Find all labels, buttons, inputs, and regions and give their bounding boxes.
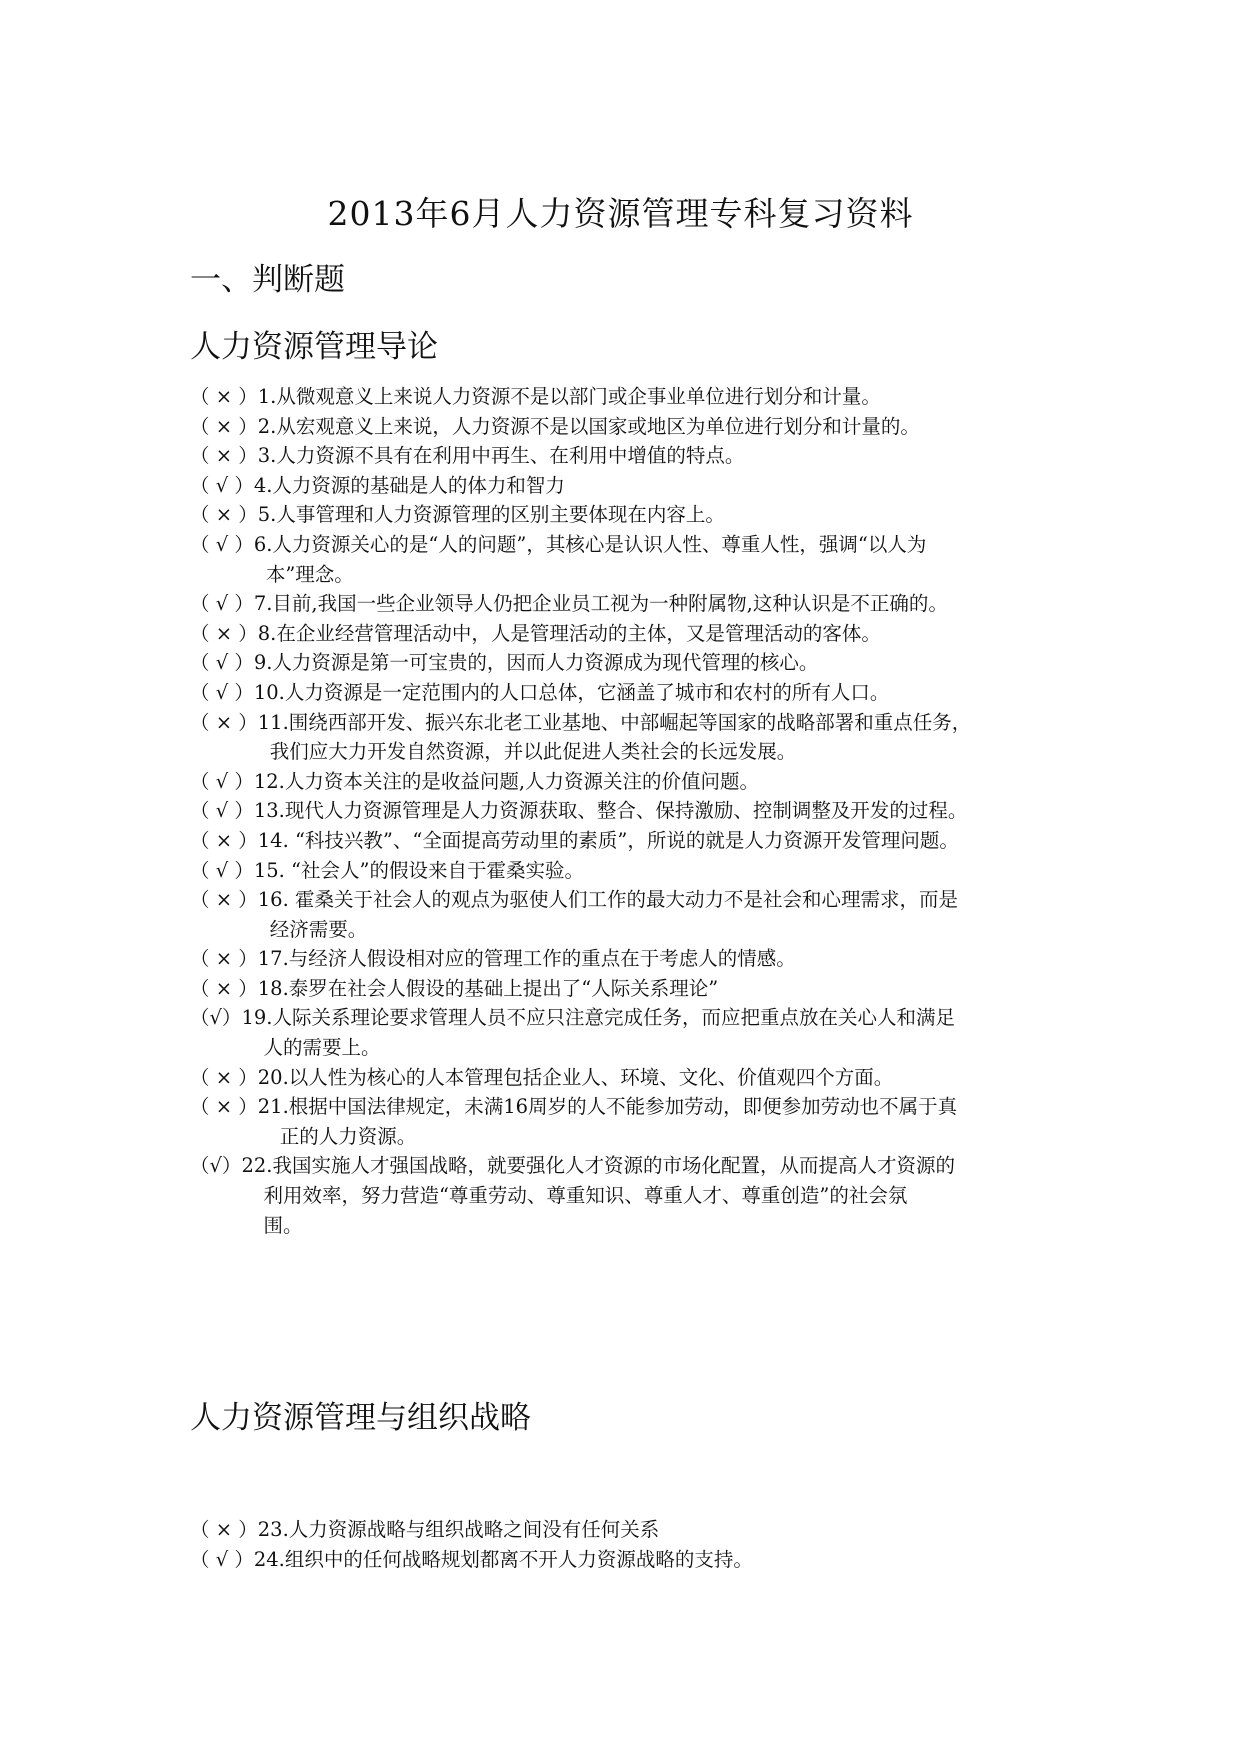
question-item <box>190 1515 1070 1545</box>
question-item <box>190 412 1070 442</box>
question-text <box>254 678 1070 708</box>
question-line: 我们应大力开发自然资源，并以此促进人类社会的长远发展。 <box>269 740 797 764</box>
question-line: 正的人力资源。 <box>279 1124 417 1148</box>
question-line: 24.组织中的任何战略规划都离不开人力资源战略的支持。 <box>253 1547 753 1571</box>
question-line: 本”理念。 <box>265 562 354 586</box>
question-line: 11.围绕西部开发、振兴东北老工业基地、中部崛起等国家的战略部署和重点任务， <box>257 710 972 734</box>
question-line: 21.根据中国法律规定，未满16周岁的人不能参加劳动，即便参加劳动也不属于真 <box>257 1095 958 1119</box>
question-item <box>190 944 1070 974</box>
question-item <box>190 441 1070 471</box>
question-line: 8.在企业经营管理活动中，人是管理活动的主体，又是管理活动的客体。 <box>257 621 881 645</box>
answer-mark: （ × ） <box>190 976 258 1000</box>
question-text <box>254 648 1070 678</box>
question-line: 10.人力资源是一定范围内的人口总体，它涵盖了城市和农村的所有人口。 <box>253 680 890 704</box>
question-text <box>254 471 1070 501</box>
answer-mark: （ √ ） <box>190 858 254 882</box>
answer-mark: （ × ） <box>190 947 258 971</box>
question-item <box>190 1151 1070 1240</box>
document-title: 2013年6月人力资源管理专科复习资料 <box>327 194 914 233</box>
question-line: 20.以人性为核心的人本管理包括企业人、环境、文化、价值观四个方面。 <box>257 1065 894 1089</box>
question-item <box>190 1003 1070 1062</box>
question-text <box>258 382 1070 412</box>
answer-mark: （ √ ） <box>190 769 254 793</box>
question-item <box>190 500 1070 530</box>
question-line: 经济需要。 <box>269 917 368 941</box>
question-line: 人的需要上。 <box>263 1036 381 1060</box>
question-item <box>190 648 1070 678</box>
question-text <box>258 412 1070 442</box>
answer-mark: （ √ ） <box>190 680 254 704</box>
question-item <box>190 974 1070 1004</box>
question-line: 围。 <box>263 1213 303 1237</box>
question-text <box>254 767 1070 797</box>
question-line: 4.人力资源的基础是人的体力和智力 <box>253 473 565 497</box>
question-item <box>190 767 1070 797</box>
answer-mark: （ × ） <box>190 888 258 912</box>
question-line: 23.人力资源战略与组织战略之间没有任何关系 <box>257 1518 660 1541</box>
question-line: 9.人力资源是第一可宝贵的，因而人力资源成为现代管理的核心。 <box>253 651 819 675</box>
question-line: 12.人力资本关注的是收益问题,人力资源关注的价值问题。 <box>253 769 760 793</box>
answer-mark: （ √ ） <box>190 592 254 616</box>
answer-mark: （ × ） <box>190 1065 258 1089</box>
question-line: 5.人事管理和人力资源管理的区别主要体现在内容上。 <box>257 503 725 527</box>
answer-mark: （ × ） <box>190 503 258 527</box>
answer-mark: （ × ） <box>190 1518 258 1541</box>
question-line: 16. 霍桑关于社会人的观点为驱使人们工作的最大动力不是社会和心理需求，而是 <box>257 888 958 912</box>
question-text <box>254 1545 1070 1575</box>
question-text <box>254 589 1070 619</box>
question-line: 15. “社会人”的假设来自于霍桑实验。 <box>253 858 584 882</box>
question-item <box>190 826 1070 856</box>
question-line: 13.现代人力资源管理是人力资源获取、整合、保持激励、控制调整及开发的过程。 <box>253 799 968 823</box>
answer-mark: （ √ ） <box>190 532 254 556</box>
question-line: 19.人际关系理论要求管理人员不应只注意完成任务，而应把重点放在关心人和满足 <box>241 1006 955 1030</box>
question-text <box>258 826 1070 856</box>
question-line: 利用效率，努力营造“尊重劳动、尊重知识、尊重人才、尊重创造”的社会氛 <box>263 1184 908 1208</box>
answer-mark: （√） <box>190 1154 242 1178</box>
question-line: 18.泰罗在社会人假设的基础上提出了“人际关系理论” <box>257 976 719 1000</box>
answer-mark: （ × ） <box>190 710 258 734</box>
answer-mark: （ √ ） <box>190 473 254 497</box>
question-item <box>190 530 1070 589</box>
question-item <box>190 382 1070 412</box>
answer-mark: （ √ ） <box>190 799 254 823</box>
question-text <box>258 1092 1070 1151</box>
question-item <box>190 471 1070 501</box>
question-item <box>190 1545 1070 1575</box>
section-heading: 人力资源管理与组织战略 <box>190 1400 531 1436</box>
question-item <box>190 708 1070 767</box>
part-heading: 一、判断题 <box>190 262 345 298</box>
question-line: 3.人力资源不具有在利用中再生、在利用中增值的特点。 <box>257 444 745 468</box>
question-line: 17.与经济人假设相对应的管理工作的重点在于考虑人的情感。 <box>257 947 796 971</box>
question-text <box>241 1151 1070 1240</box>
question-text <box>258 944 1070 974</box>
question-line: 14. “科技兴教”、“全面提高劳动里的素质”，所说的就是人力资源开发管理问题。 <box>257 828 959 852</box>
question-text <box>258 1515 1070 1545</box>
question-line: 6.人力资源关心的是“人的问题”，其核心是认识人性、尊重人性，强调“以人为 <box>253 532 927 556</box>
question-text <box>254 796 1070 826</box>
question-line: 1.从微观意义上来说人力资源不是以部门或企事业单位进行划分和计量。 <box>257 385 881 408</box>
question-item <box>190 796 1070 826</box>
question-item <box>190 678 1070 708</box>
question-item <box>190 1063 1070 1093</box>
question-text <box>258 708 1070 767</box>
answer-mark: （ √ ） <box>190 1547 254 1571</box>
question-text <box>241 1003 1070 1062</box>
answer-mark: （ × ） <box>190 385 258 408</box>
question-text <box>258 885 1070 944</box>
answer-mark: （ × ） <box>190 621 258 645</box>
question-text <box>258 441 1070 471</box>
question-text <box>258 1063 1070 1093</box>
question-item <box>190 1092 1070 1151</box>
question-text <box>258 500 1070 530</box>
answer-mark: （ × ） <box>190 1095 258 1119</box>
answer-mark: （ × ） <box>190 414 258 438</box>
answer-mark: （ × ） <box>190 828 258 852</box>
answer-mark: （ × ） <box>190 444 258 468</box>
question-line: 7.目前,我国一些企业领导人仍把企业员工视为一种附属物,这种认识是不正确的。 <box>253 592 948 616</box>
question-line: 2.从宏观意义上来说，人力资源不是以国家或地区为单位进行划分和计量的。 <box>257 414 920 438</box>
question-item <box>190 589 1070 619</box>
question-item <box>190 619 1070 649</box>
question-item <box>190 885 1070 944</box>
question-text <box>258 974 1070 1004</box>
question-list <box>190 1515 1070 1574</box>
question-text <box>254 856 1070 886</box>
question-text <box>258 619 1070 649</box>
section-heading: 人力资源管理导论 <box>190 329 438 365</box>
question-item <box>190 856 1070 886</box>
answer-mark: （√） <box>190 1006 242 1030</box>
question-line: 22.我国实施人才强国战略，就要强化人才资源的市场化配置，从而提高人才资源的 <box>241 1154 955 1178</box>
question-text <box>254 530 1070 589</box>
answer-mark: （ √ ） <box>190 651 254 675</box>
question-list <box>190 382 1070 1240</box>
